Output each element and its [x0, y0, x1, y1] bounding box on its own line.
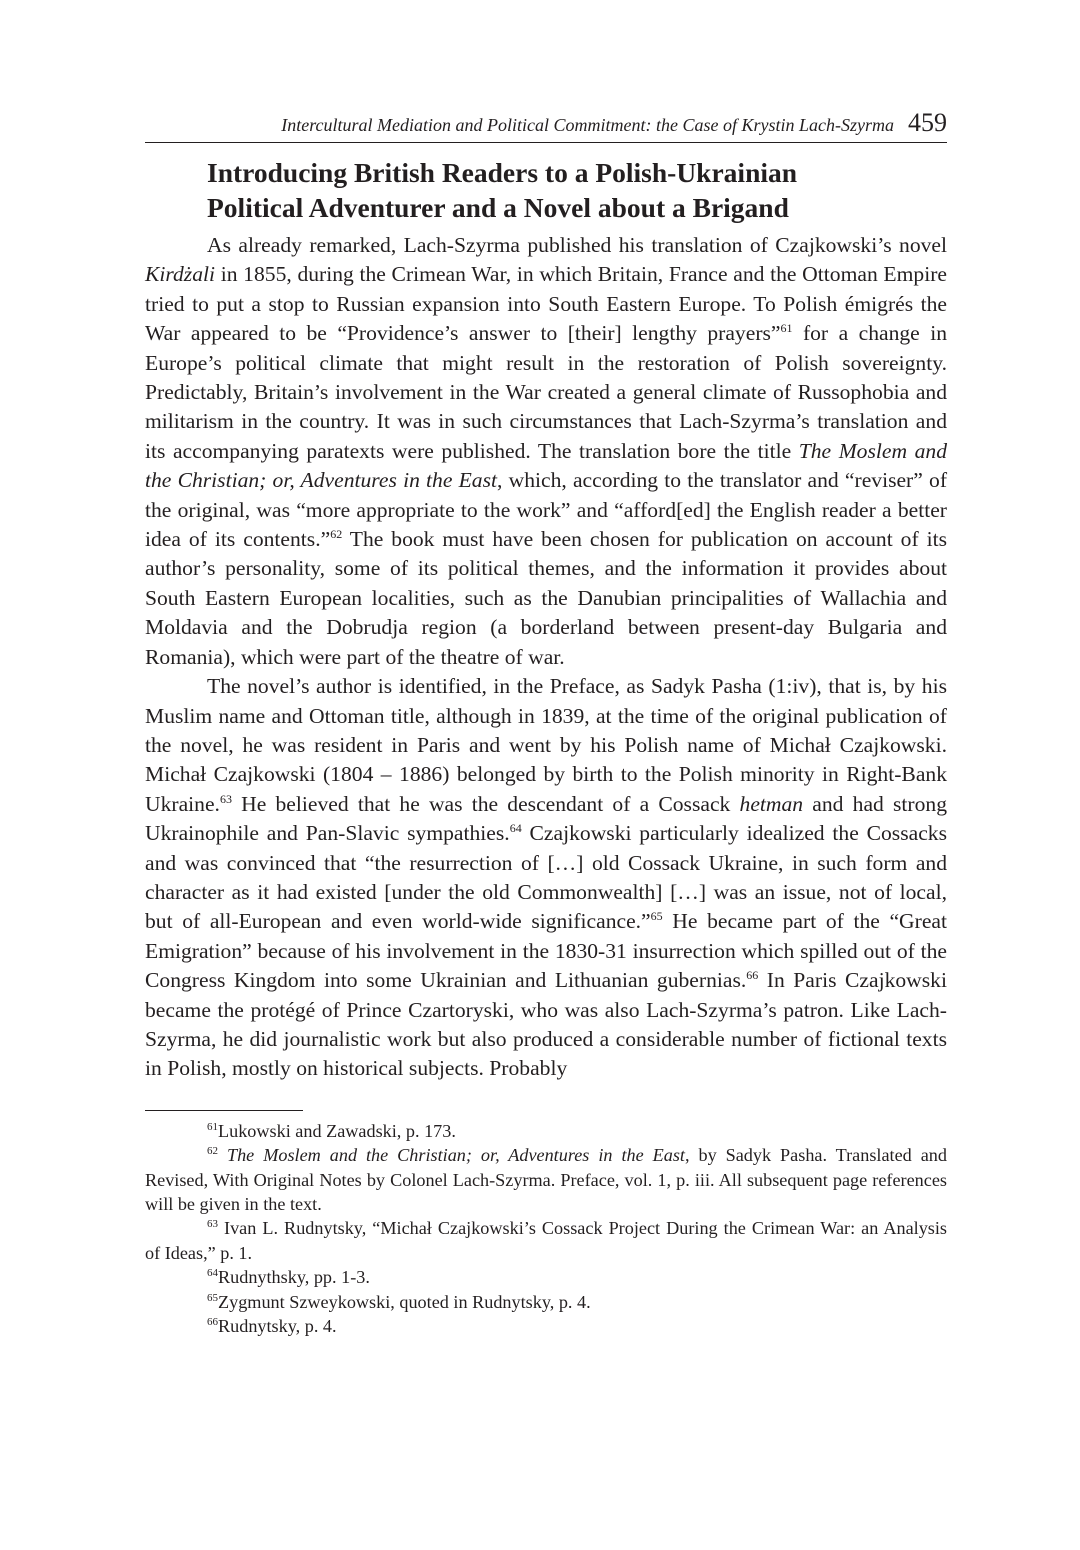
footnote-65 — [145, 1290, 947, 1314]
footnote-text: Lukowski and Zawadski, p. 173. — [218, 1120, 456, 1141]
footnote-text: Zygmunt Szweykowski, quoted in Rudnytsky, p. 4. — [218, 1291, 591, 1312]
footnote-number: 61 — [207, 1120, 218, 1133]
page-number: 459 — [908, 108, 947, 137]
running-head — [145, 108, 947, 143]
text-run: and had strong Ukrainophile and Pan-Slavic sympathies. — [145, 791, 947, 846]
text-run: The book must have been chosen for publication on account of its author’s personality, some of its political themes, and the information it provides about South Eastern European localities, such as the Danubian principalities of Wallachia and Moldavia and the Dobrudja region (a borderland between present-day Bulgaria and Romania), which were part of the theatre of war. — [145, 527, 948, 669]
footnote-divider — [145, 1110, 303, 1111]
footnote-63 — [145, 1216, 947, 1265]
text-run: Czajkowski particularly idealized the Cossacks and was convinced that “the resurrection of […] old Cossack Ukraine, in such form and character as it had existed [under the old Commonwealth] […] was an issue, not of local, but of all-European and even world-wide significance.” — [145, 821, 947, 934]
footnote-ref-65[interactable]: 65 — [650, 909, 663, 924]
footnote-text: , by Sadyk Pasha. Translated and Revised, With Original Notes by Colonel Lach-Szyrma. Preface, vol. 1, p. iii. All subsequent page references will be given in the text. — [145, 1145, 947, 1214]
text-run: He became part of the “Great Emigration” because of his involvement in the 1830-31 insurrection which spilled out of the Congress Kingdom into some Ukrainian and Lithuanian gubernias. — [145, 909, 947, 993]
footnote-ref-66[interactable]: 66 — [746, 967, 759, 982]
text-run: He believed that he was the descendant of a Cossack — [231, 791, 740, 816]
hetman-term: hetman — [739, 791, 804, 816]
footnote-64 — [145, 1265, 947, 1289]
text-run: As already remarked, Lach-Szyrma published his translation of Czajkowski’s novel — [207, 233, 947, 257]
novel-title-kirdzali: Kirdżali — [145, 262, 216, 287]
text-run: , which, according to the translator and “reviser” of the original, was “more appropriate to the work” and “afford[ed] the English reader a better idea of its contents.” — [145, 468, 948, 552]
footnote-text: Rudnytsky, p. 4. — [218, 1316, 337, 1337]
translation-title: The Moslem and the Christian; or, Adventures in the East — [145, 438, 947, 493]
footnote-ref-63[interactable]: 63 — [219, 791, 232, 806]
footnote-61 — [145, 1119, 947, 1143]
footnote-number: 66 — [207, 1315, 218, 1328]
footnote-ref-61[interactable]: 61 — [780, 321, 793, 336]
text-run: in 1855, during the Crimean War, in which Britain, France and the Ottoman Empire tried to put a stop to Russian expansion into South Eastern Europe. To Polish émigrés the War appeared to be “Providence’s answer to [their] lengthy prayers” — [145, 262, 947, 346]
footnote-italic-title: The Moslem and the Christian; or, Adventures in the East — [226, 1145, 685, 1166]
body-text — [145, 231, 947, 1084]
footnote-66 — [145, 1314, 947, 1338]
paragraph-2 — [145, 672, 947, 1084]
paragraph-1 — [145, 231, 947, 672]
section-title-line-1: Introducing British Readers to a Polish-Ukrainian — [207, 157, 798, 188]
footnote-text: Ivan L. Rudnytsky, “Michał Czajkowski’s Cossack Project During the Crimean War: an Analysis of Ideas,” p. 1. — [145, 1218, 947, 1263]
section-title-line-2: Political Adventurer and a Novel about a Brigand — [207, 192, 789, 223]
section-title — [207, 155, 947, 225]
page — [145, 108, 947, 1338]
text-run: for a change in Europe’s political climate that might result in the restoration of Polish sovereignty. Predictably, Britain’s involvement in the War created a general climate of Russophobia and militarism in the country. It was in such circumstances that Lach-Szyrma’s translation and its accompanying paratexts were published. The translation bore the title — [145, 321, 947, 463]
footnote-ref-62[interactable]: 62 — [330, 526, 343, 541]
footnote-number: 65 — [207, 1291, 218, 1304]
footnote-text: Rudnythsky, pp. 1-3. — [218, 1267, 370, 1288]
footnote-number: 64 — [207, 1267, 218, 1280]
text-run: In Paris Czajkowski became the protégé of Prince Czartoryski, who was also Lach-Szyrma’s patron. Like Lach-Szyrma, he did journalistic work but also produced a considerable number of fictional texts in Polish, mostly on historical subjects. Probably — [145, 968, 947, 1081]
footnote-number: 62 — [207, 1145, 218, 1158]
footnote-62 — [145, 1143, 947, 1216]
running-title: Intercultural Mediation and Political Commitment: the Case of Krystin Lach-Szyrma — [281, 115, 894, 135]
footnote-ref-64[interactable]: 64 — [509, 820, 522, 835]
text-run: The novel’s author is identified, in the Preface, as Sadyk Pasha (1:iv), that is, by his Muslim name and Ottoman title, although in 1839, at the time of the original publication of the novel, he was resident in Paris and went by his Polish name of Michał Czajkowski. Michał Czajkowski (1804 – 1886) belonged by birth to the Polish minority in Right-Bank Ukraine. — [145, 674, 947, 816]
footnote-number: 63 — [207, 1218, 218, 1231]
footnotes — [145, 1119, 947, 1339]
